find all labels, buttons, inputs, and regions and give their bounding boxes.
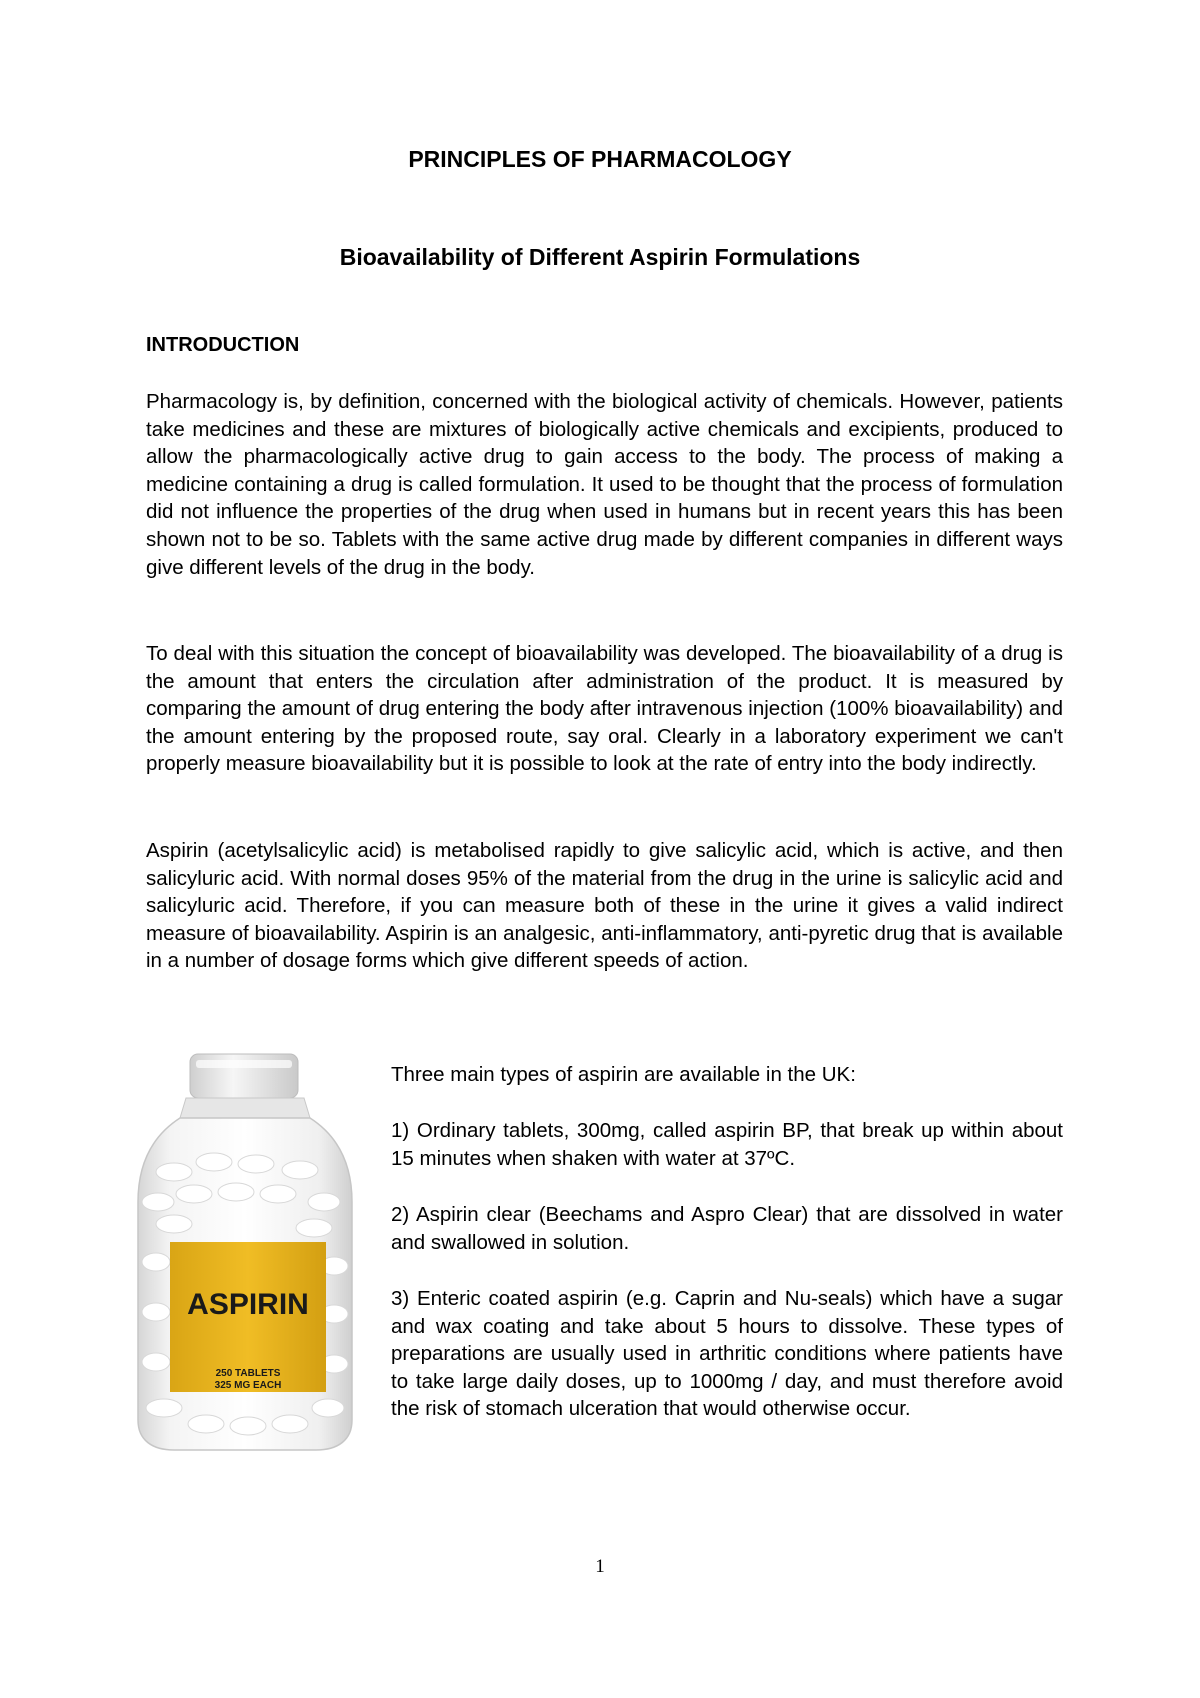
aspirin-type-3: 3) Enteric coated aspirin (e.g. Caprin and Nu-seals) which have a sugar and wax coating and take about 5 hours to dissolve. These types of preparations are usually used in arthritic conditions where patients have to take large daily doses, up to 1000mg / day, and must therefore avoid the risk of stomach ulceration that would otherwise occur. xyxy=(391,1287,1063,1421)
intro-paragraph-2: To deal with this situation the concept of bioavailability was developed. The bioavailability of a drug is the amount that enters the circulation after administration of the product. It is measured by comparing the amount of drug entering the body after intravenous injection (100% bioavailability) and the amount entering by the proposed route, say oral. Clearly in a laboratory experiment we can't properly measure bioavailability but it is possible to look at the rate of entry into the body indirectly. xyxy=(146,642,1063,776)
aspirin-bottle-image xyxy=(134,1052,356,1452)
aspirin-type-2: 2) Aspirin clear (Beechams and Aspro Clear) that are dissolved in water and swallowed in solution. xyxy=(391,1203,1063,1254)
intro-paragraph-3: Aspirin (acetylsalicylic acid) is metabolised rapidly to give salicylic acid, which is active, and then salicyluric acid. With normal doses 95% of the material from the drug in the urine is salicylic acid and salicyluric acid. Therefore, if you can measure both of these in the urine it gives a valid indirect measure of bioavailability. Aspirin is an analgesic, anti-inflammatory, anti-pyretic drug that is available in a number of dosage forms which give different speeds of action. xyxy=(146,839,1063,973)
bottle-label-brand: ASPIRIN xyxy=(187,1288,309,1321)
section-heading-introduction: INTRODUCTION xyxy=(146,334,300,356)
bottle-label-line2: 325 MG EACH xyxy=(214,1380,282,1391)
intro-paragraph-1: Pharmacology is, by definition, concerned with the biological activity of chemicals. However, patients take medicines and these are mixtures of biologically active chemicals and excipients, produced to allow the pharmacologically active drug to gain access to the body. The process of making a medicine containing a drug is called formulation. It used to be thought that the process of formulation did not influence the properties of the drug when used in humans but in recent years this has been shown not to be so. Tablets with the same active drug made by different companies in different ways give different levels of the drug in the body. xyxy=(146,390,1063,579)
document-title: PRINCIPLES OF PHARMACOLOGY xyxy=(408,146,792,172)
aspirin-types-intro: Three main types of aspirin are available in the UK: xyxy=(391,1063,856,1086)
page-number: 1 xyxy=(595,1556,605,1577)
document-subtitle: Bioavailability of Different Aspirin Formulations xyxy=(339,244,861,270)
aspirin-type-1: 1) Ordinary tablets, 300mg, called aspirin BP, that break up within about 15 minutes when shaken with water at 37ºC. xyxy=(391,1119,1063,1170)
bottle-label-line1: 250 TABLETS xyxy=(215,1368,281,1379)
